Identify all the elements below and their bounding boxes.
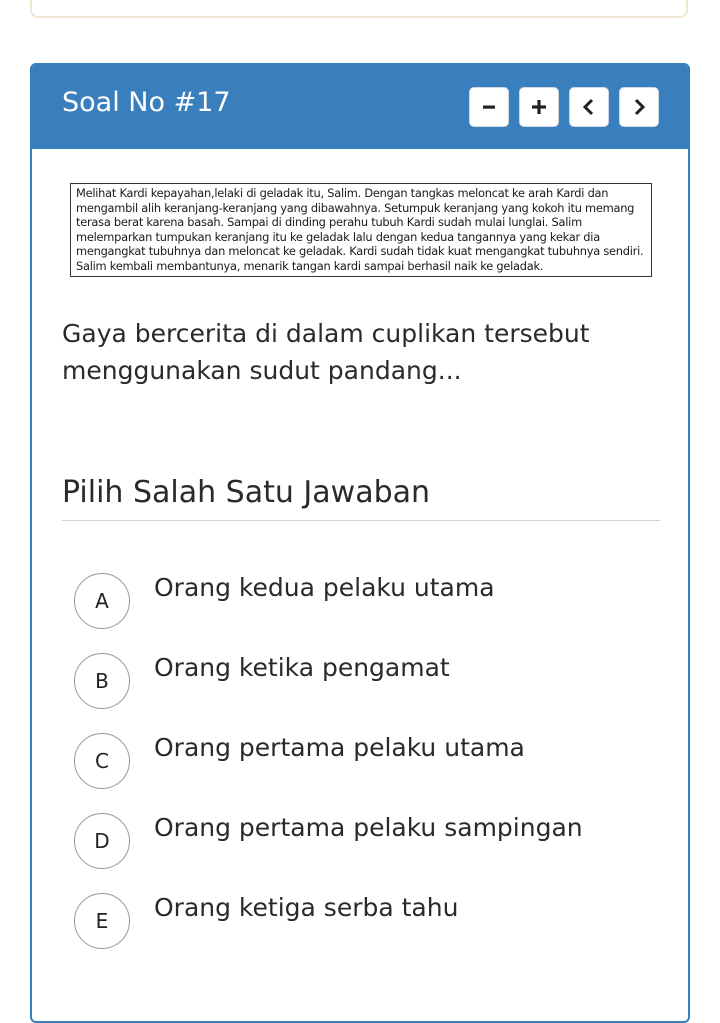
option-letter-circle[interactable]: E xyxy=(74,893,130,949)
option-label[interactable]: Orang ketiga serba tahu xyxy=(154,893,459,922)
answer-heading: Pilih Salah Satu Jawaban xyxy=(62,475,431,510)
option-label[interactable]: Orang ketika pengamat xyxy=(154,653,450,682)
option-label[interactable]: Orang kedua pelaku utama xyxy=(154,573,495,602)
question-header xyxy=(32,65,688,149)
decrease-font-button[interactable] xyxy=(469,87,509,127)
question-number-title: Soal No #17 xyxy=(62,87,231,118)
option-label[interactable]: Orang pertama pelaku sampingan xyxy=(154,813,583,842)
plus-icon xyxy=(530,98,548,116)
previous-question-button[interactable] xyxy=(569,87,609,127)
option-letter-circle[interactable]: A xyxy=(74,573,130,629)
option-e[interactable] xyxy=(74,893,654,953)
option-letter-circle[interactable]: C xyxy=(74,733,130,789)
chevron-right-icon xyxy=(631,98,647,116)
option-letter-circle[interactable]: B xyxy=(74,653,130,709)
question-card xyxy=(30,63,690,1023)
option-d[interactable] xyxy=(74,813,654,873)
option-letter-circle[interactable]: D xyxy=(74,813,130,869)
increase-font-button[interactable] xyxy=(519,87,559,127)
story-passage: Melihat Kardi kepayahan,lelaki di geladak itu, Salim. Dengan tangkas meloncat ke arah Kardi dan mengambil alih keranjang-keranjang yang dibawahnya. Setumpuk keranjang yang kokoh itu memang terasa berat karena basah. Sampai di dinding perahu tubuh Kardi sudah mulai lunglai. Salim melemparkan tumpukan keranjang itu ke geladak lalu dengan kedua tangannya yang kekar dia mengangkat tubuhnya dan meloncat ke geladak. Kardi sudah tidak kuat mengangkat tubuhnya sendiri. Salim kembali membantunya, menarik tangan kardi sampai berhasil naik ke geladak. xyxy=(70,183,652,277)
chevron-left-icon xyxy=(581,98,597,116)
option-c[interactable] xyxy=(74,733,654,793)
previous-card-edge xyxy=(30,0,688,18)
option-a[interactable] xyxy=(74,573,654,633)
option-label[interactable]: Orang pertama pelaku utama xyxy=(154,733,525,762)
minus-icon xyxy=(481,99,497,115)
answer-divider xyxy=(62,520,660,521)
question-prompt: Gaya bercerita di dalam cuplikan tersebut menggunakan sudut pandang... xyxy=(62,319,590,385)
next-question-button[interactable] xyxy=(619,87,659,127)
option-b[interactable] xyxy=(74,653,654,713)
